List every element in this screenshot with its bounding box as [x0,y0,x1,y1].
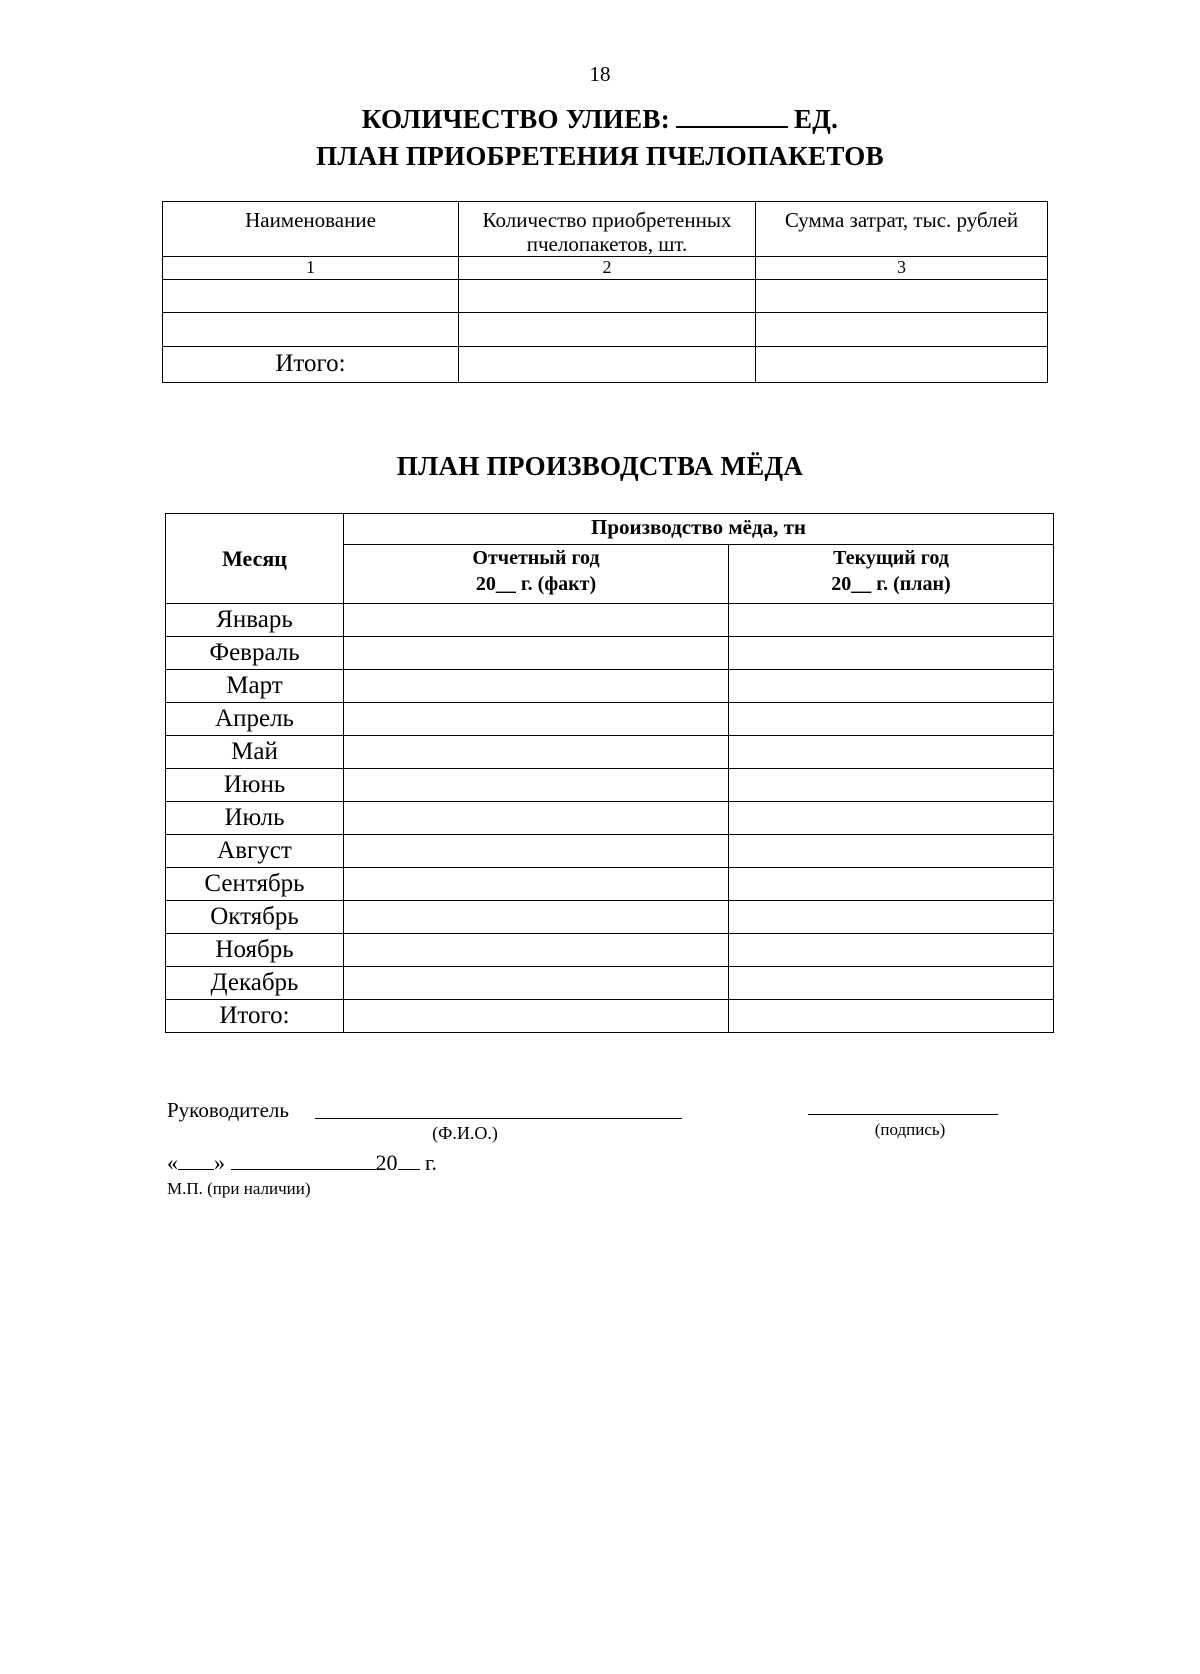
month-label: Июль [166,802,344,835]
honey-cell[interactable] [344,835,729,868]
month-label: Июнь [166,769,344,802]
heading-hives-suffix: ЕД. [794,104,839,134]
fio-caption: (Ф.И.О.) [432,1123,498,1143]
table-row [166,934,1054,967]
date-year-suffix: г. [425,1150,438,1175]
date-day-blank[interactable] [178,1151,214,1170]
date-year: 20 [375,1150,398,1175]
heading-hives-count [0,104,1200,135]
honey-cell[interactable] [344,802,729,835]
honey-table [165,513,1054,1033]
stamp-note: М.П. (при наличии) [167,1179,311,1198]
date-open-quote: « [167,1150,178,1175]
packages-cell[interactable] [459,313,756,347]
table-row [163,313,1048,347]
table-row [166,604,1054,637]
col-number-2: 2 [459,257,756,280]
table-row [166,736,1054,769]
table-row [166,769,1054,802]
date-row [167,1150,437,1176]
honey-cell[interactable] [344,901,729,934]
honey-cell[interactable] [344,934,729,967]
table-row [166,637,1054,670]
honey-cell[interactable] [729,769,1054,802]
table-row [166,967,1054,1000]
col-report-year-header [344,545,729,604]
honey-cell[interactable] [729,637,1054,670]
honey-cell[interactable] [344,604,729,637]
report-year-label: Отчетный год [472,547,600,569]
honey-cell[interactable] [344,769,729,802]
table-row [166,670,1054,703]
honey-header-row [166,514,1054,545]
col-cost-header: Сумма затрат, тыс. рублей [756,202,1048,257]
month-label: Декабрь [166,967,344,1000]
packages-cell[interactable] [756,280,1048,313]
honey-cell[interactable] [729,802,1054,835]
current-year-label: Текущий год [833,547,949,569]
date-year-blank[interactable] [398,1151,420,1170]
month-label: Август [166,835,344,868]
month-label: Февраль [166,637,344,670]
honey-cell[interactable] [344,637,729,670]
month-label: Сентябрь [166,868,344,901]
honey-total-row [166,1000,1054,1033]
date-close-quote: » [214,1150,225,1175]
month-label: Ноябрь [166,934,344,967]
month-label: Октябрь [166,901,344,934]
month-label: Март [166,670,344,703]
table-row [166,901,1054,934]
current-year-sub: 20__ г. (план) [831,573,951,595]
honey-cell[interactable] [729,604,1054,637]
page-number: 18 [589,62,611,86]
packages-number-row [163,257,1048,280]
honey-cell[interactable] [729,901,1054,934]
honey-cell[interactable] [344,1000,729,1033]
packages-cell[interactable] [756,347,1048,383]
honey-cell[interactable] [344,703,729,736]
month-label: Январь [166,604,344,637]
packages-cell[interactable] [163,313,459,347]
honey-cell[interactable] [344,670,729,703]
packages-total-row [163,347,1048,383]
honey-total-label: Итого: [166,1000,344,1033]
col-number-3: 3 [756,257,1048,280]
honey-cell[interactable] [729,967,1054,1000]
table-row [163,280,1048,313]
table-row [166,802,1054,835]
honey-months-body [166,604,1054,1000]
report-year-sub: 20__ г. (факт) [475,573,597,595]
honey-cell[interactable] [344,868,729,901]
fio-line[interactable] [315,1118,682,1119]
table-row [166,868,1054,901]
col-qty-header: Количество приобретенных пчелопакетов, шт. [459,202,756,257]
heading-honey-plan: ПЛАН ПРОИЗВОДСТВА МЁДА [396,451,804,481]
honey-cell[interactable] [344,967,729,1000]
honey-cell[interactable] [729,736,1054,769]
packages-cell[interactable] [756,313,1048,347]
honey-cell[interactable] [729,670,1054,703]
honey-cell[interactable] [729,1000,1054,1033]
col-production-header: Производство мёда, тн [344,514,1054,545]
date-month-blank[interactable] [231,1151,376,1170]
honey-cell[interactable] [729,868,1054,901]
table-row [166,703,1054,736]
packages-cell[interactable] [459,347,756,383]
signature-line[interactable] [808,1114,998,1115]
col-name-header: Наименование [163,202,459,257]
packages-total-label: Итого: [163,347,459,383]
honey-cell[interactable] [729,934,1054,967]
head-label: Руководитель [167,1098,289,1122]
signature-caption: (подпись) [874,1120,946,1139]
col-number-1: 1 [163,257,459,280]
honey-cell[interactable] [729,703,1054,736]
hives-count-blank[interactable] [676,104,788,128]
honey-cell[interactable] [344,736,729,769]
month-label: Апрель [166,703,344,736]
heading-packages-plan: ПЛАН ПРИОБРЕТЕНИЯ ПЧЕЛОПАКЕТОВ [316,141,884,171]
honey-cell[interactable] [729,835,1054,868]
col-month-header: Месяц [166,514,344,604]
table-row [166,835,1054,868]
heading-hives-prefix: КОЛИЧЕСТВО УЛИЕВ: [361,104,670,134]
col-current-year-header [729,545,1054,604]
packages-header-row [163,202,1048,257]
month-label: Май [166,736,344,769]
packages-cell[interactable] [163,280,459,313]
packages-cell[interactable] [459,280,756,313]
packages-table [162,201,1048,383]
